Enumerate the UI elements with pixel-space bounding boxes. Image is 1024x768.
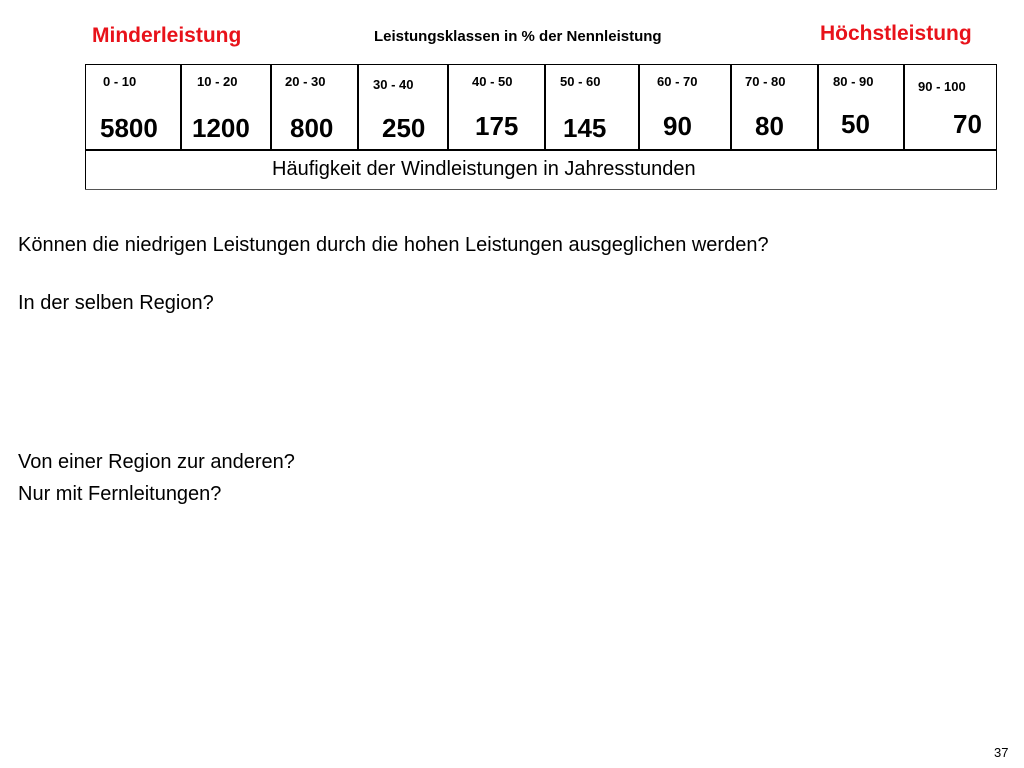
- question-transmission-lines: Nur mit Fernleitungen?: [18, 483, 222, 505]
- table-column-divider: [447, 64, 449, 150]
- table-column-divider: [270, 64, 272, 150]
- table-column-divider: [817, 64, 819, 150]
- table-caption: Leistungsklassen in % der Nennleistung: [374, 28, 662, 45]
- value-cell-7: 80: [755, 111, 784, 141]
- frequency-label: Häufigkeit der Windleistungen in Jahresstunden: [272, 158, 696, 180]
- table-divider: [85, 149, 997, 151]
- value-cell-0: 5800: [100, 113, 158, 143]
- range-cell-6: 60 - 70: [657, 74, 698, 89]
- table-column-divider: [903, 64, 905, 150]
- value-cell-5: 145: [563, 113, 607, 143]
- high-power-label: Höchstleistung: [820, 22, 972, 45]
- range-cell-0: 0 - 10: [103, 74, 137, 89]
- range-cell-8: 80 - 90: [833, 74, 874, 89]
- page-number: 37: [994, 745, 1009, 760]
- value-cell-3: 250: [382, 113, 426, 143]
- table-column-divider: [544, 64, 546, 150]
- range-cell-7: 70 - 80: [745, 74, 786, 89]
- range-cell-2: 20 - 30: [285, 74, 326, 89]
- question-other-region: Von einer Region zur anderen?: [18, 451, 295, 473]
- value-cell-6: 90: [663, 111, 692, 141]
- table-bottom-border: [85, 189, 997, 190]
- value-cell-2: 800: [290, 113, 334, 143]
- value-cell-8: 50: [841, 109, 870, 139]
- table-column-divider: [730, 64, 732, 150]
- range-cell-3: 30 - 40: [373, 77, 414, 92]
- range-cell-5: 50 - 60: [560, 74, 601, 89]
- low-power-label: Minderleistung: [92, 24, 242, 47]
- table-column-divider: [638, 64, 640, 150]
- value-cell-4: 175: [475, 111, 519, 141]
- range-cell-9: 90 - 100: [918, 79, 966, 94]
- question-same-region: In der selben Region?: [18, 292, 214, 314]
- range-cell-4: 40 - 50: [472, 74, 513, 89]
- question-balance: Können die niedrigen Leistungen durch die hohen Leistungen ausgeglichen werden?: [18, 234, 769, 256]
- table-column-divider: [180, 64, 182, 150]
- value-cell-1: 1200: [192, 113, 250, 143]
- range-cell-1: 10 - 20: [197, 74, 238, 89]
- value-cell-9: 70: [953, 109, 982, 139]
- table-column-divider: [357, 64, 359, 150]
